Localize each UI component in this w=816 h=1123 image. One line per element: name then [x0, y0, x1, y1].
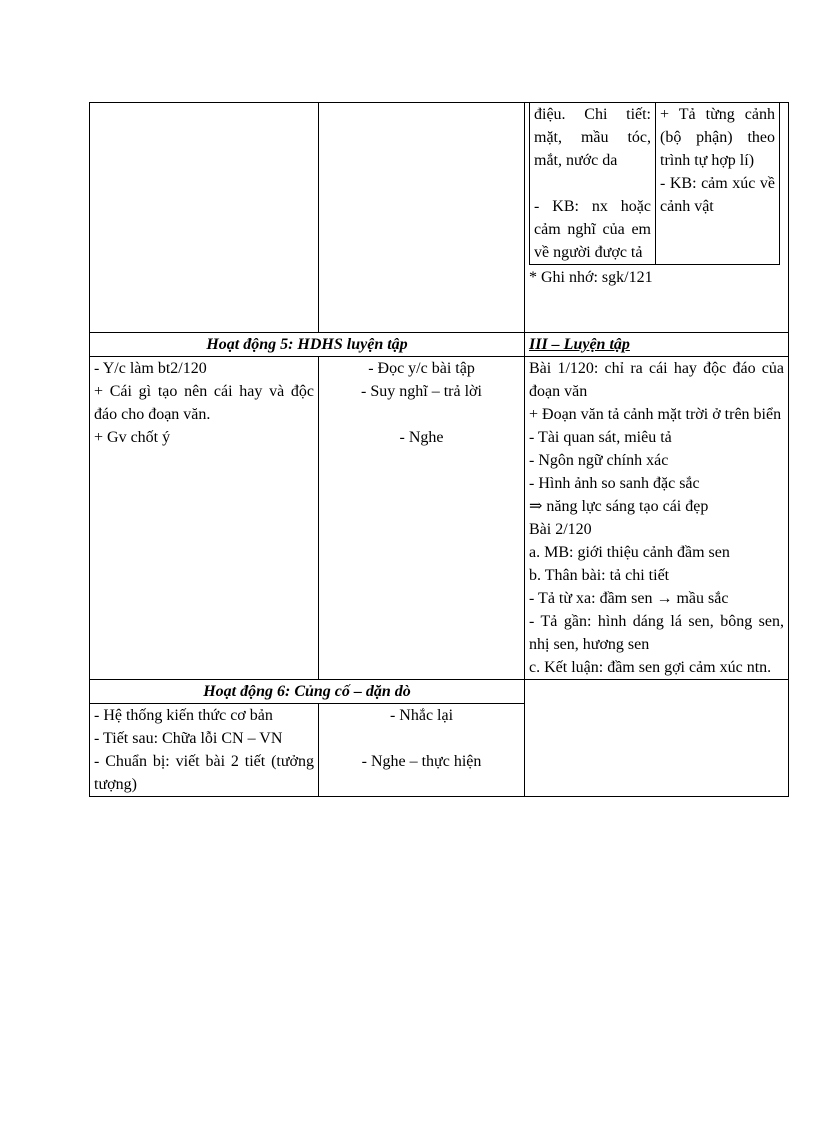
lesson-table: [89, 102, 789, 797]
activity6-title: Hoạt động 6: Củng cố – dặn dò: [90, 680, 525, 704]
student-cell-empty: [319, 103, 525, 333]
content-cell-continuation: [525, 103, 789, 333]
comparison-table: [529, 103, 780, 265]
practice-line: ⇒ năng lực sáng tạo cái đẹp: [529, 498, 709, 515]
comparison-right-text-a: + Tả từng cảnh (bộ phận) theo trình tự hợp lí): [660, 106, 775, 169]
teacher-cell-empty: [90, 103, 319, 333]
practice-line: + Đoạn văn tả cảnh mặt trời ở trên biển: [529, 406, 782, 423]
practice-line: - Tài quan sát, miêu tả: [529, 429, 672, 446]
lesson-plan-page: [89, 102, 788, 797]
practice-line: b. Thân bài: tả chi tiết: [529, 567, 670, 584]
comparison-left-text-b: - KB: nx hoặc cảm nghĩ của em về người được tả: [534, 198, 651, 261]
activity6-teacher-cell: [90, 704, 319, 797]
activity5-teacher-cell: [90, 357, 319, 680]
activity6-student-cell: [319, 704, 525, 797]
activity6-header-row: [90, 680, 789, 704]
activity5-title: Hoạt động 5: HDHS luyện tập: [90, 333, 525, 357]
practice-line: a. MB: giới thiệu cảnh đầm sen: [529, 544, 730, 561]
activity6-teacher-line: - Tiết sau: Chữa lỗi CN – VN: [94, 730, 283, 747]
activity6-student-line: - Nhắc lại: [389, 707, 454, 724]
activity6-student-line: - Nghe – thực hiện: [361, 753, 482, 770]
comparison-left-cell: [530, 103, 656, 265]
continuation-row: [90, 103, 789, 333]
practice-line: - Ngôn ngữ chính xác: [529, 452, 669, 469]
activity5-header-row: [90, 333, 789, 357]
practice-section-title: III – Luyện tập: [525, 333, 789, 357]
practice-line: - Tả gần: hình dáng lá sen, bông sen, nhị sen, hương sen: [529, 613, 784, 653]
activity5-teacher-line: - Y/c làm bt2/120: [94, 360, 207, 377]
practice-line: c. Kết luận: đầm sen gợi cảm xúc ntn.: [529, 659, 772, 676]
comparison-right-cell: [656, 103, 780, 265]
activity5-student-cell: [319, 357, 525, 680]
activity6-teacher-line: - Hệ thống kiến thức cơ bản: [94, 707, 273, 724]
activity6-content-cell-empty: [525, 680, 789, 797]
comparison-left-text-a: điệu. Chi tiết: mặt, mầu tóc, mắt, nước da: [534, 106, 651, 169]
practice-line: Bài 2/120: [529, 521, 592, 538]
activity5-student-line: - Đọc y/c bài tập: [368, 360, 475, 377]
practice-content-cell: [525, 357, 789, 680]
activity5-teacher-line: + Gv chốt ý: [94, 429, 171, 446]
activity5-student-line: - Suy nghĩ – trả lời: [361, 383, 482, 400]
memo-note: * Ghi nhớ: sgk/121: [529, 269, 653, 286]
practice-line: - Tả từ xa: đầm sen → mầu sắc: [529, 590, 729, 607]
practice-line: Bài 1/120: chỉ ra cái hay độc đáo của đoạn văn: [529, 360, 784, 400]
activity5-body-row: [90, 357, 789, 680]
activity6-teacher-line: - Chuẩn bị: viết bài 2 tiết (tưởng tượng): [94, 753, 314, 793]
comparison-right-text-b: - KB: cảm xúc về cảnh vật: [660, 175, 775, 215]
activity5-student-line: - Nghe: [399, 429, 444, 446]
practice-line: - Hình ảnh so sanh đặc sắc: [529, 475, 700, 492]
activity5-teacher-line: + Cái gì tạo nên cái hay và độc đáo cho đoạn văn.: [94, 383, 314, 423]
